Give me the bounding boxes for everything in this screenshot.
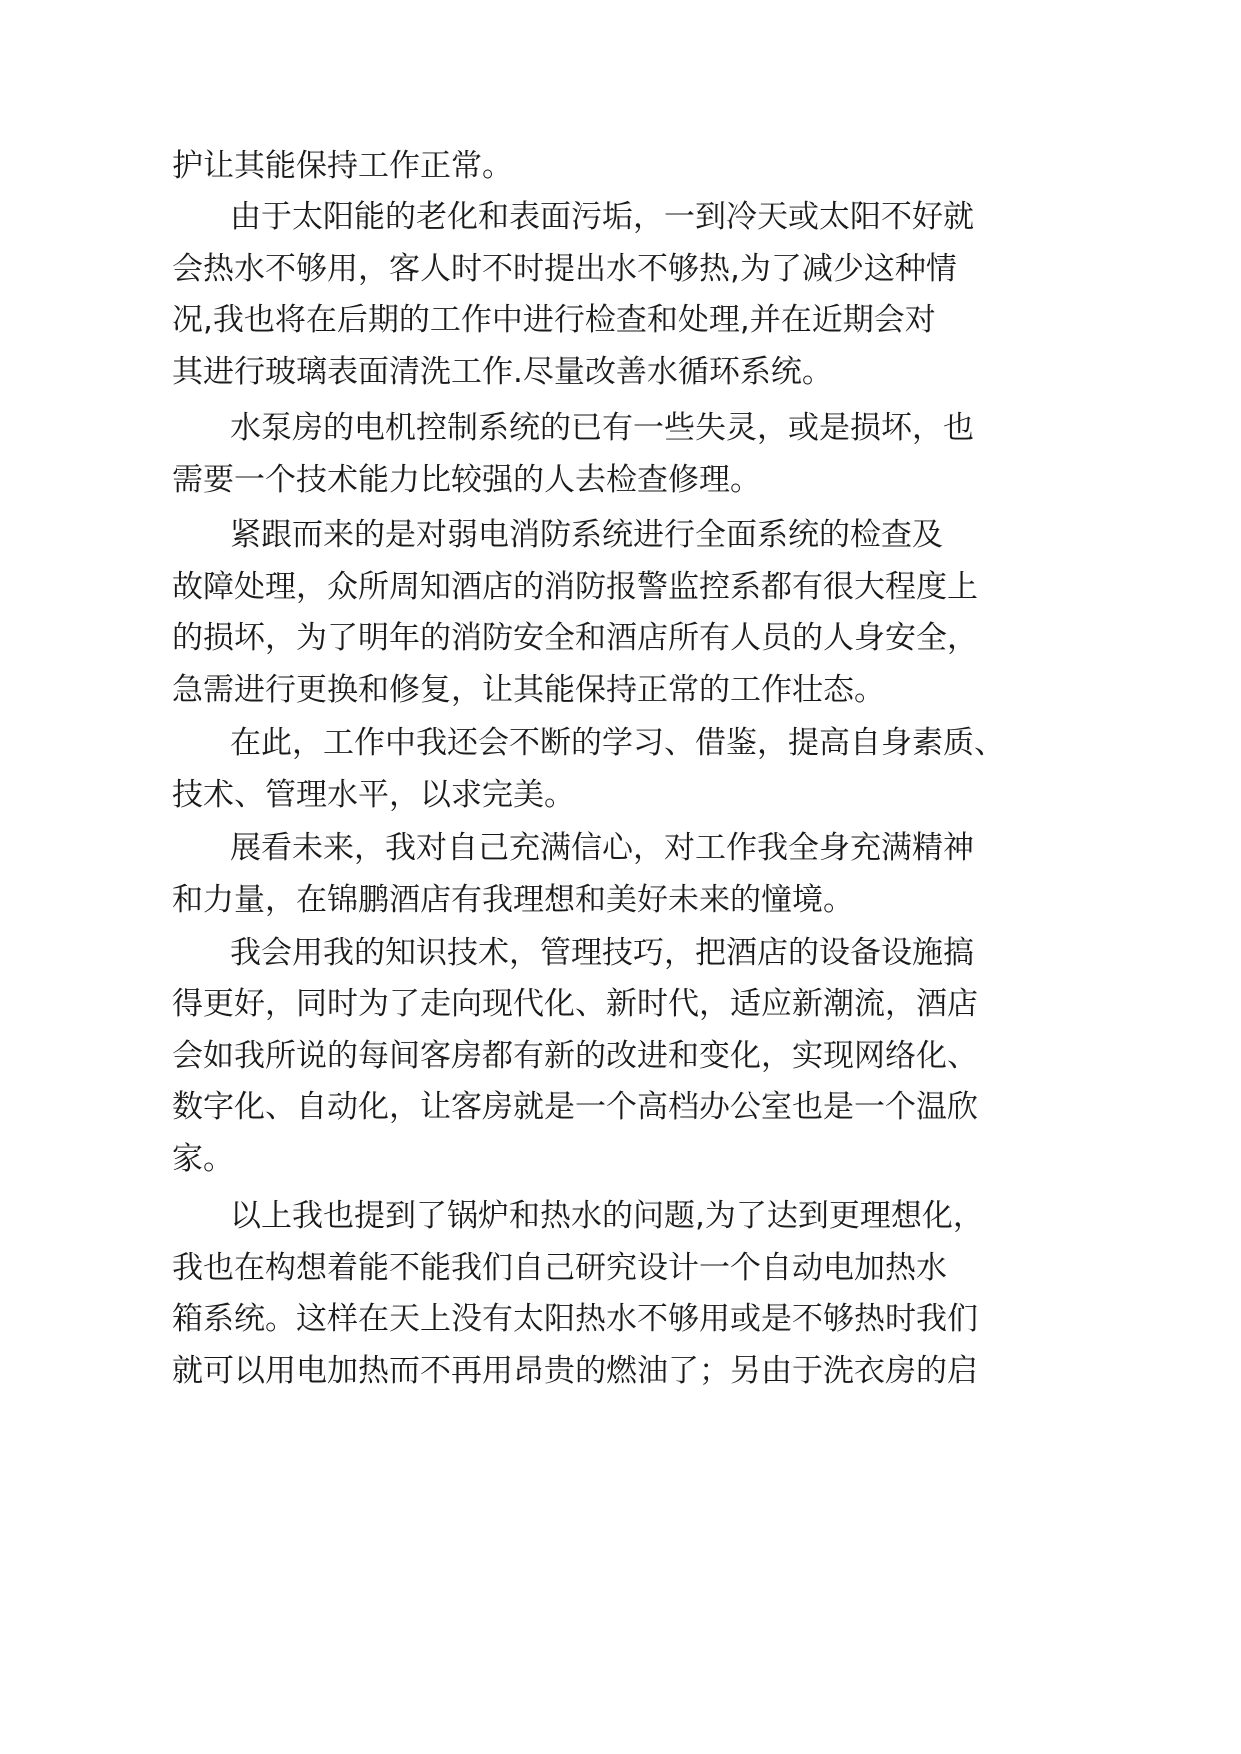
text-line: 和力量，在锦鹏酒店有我理想和美好未来的憧境。 xyxy=(172,882,854,918)
text-line: 我会用我的知识技术，管理技巧，把酒店的设备设施搞 xyxy=(230,935,974,971)
text-line: 其进行玻璃表面清洗工作.尽量改善水循环系统。 xyxy=(172,354,833,390)
text-line: 数字化、自动化，让客房就是一个高档办公室也是一个温欣 xyxy=(172,1089,978,1125)
text-line: 护让其能保持工作正常。 xyxy=(172,148,513,184)
text-line: 水泵房的电机控制系统的已有一些失灵，或是损坏，也 xyxy=(230,410,974,446)
text-line: 会热水不够用，客人时不时提出水不够热,为了减少这种情 xyxy=(172,251,957,287)
text-line: 需要一个技术能力比较强的人去检查修理。 xyxy=(172,462,761,498)
text-line: 展看未来，我对自己充满信心，对工作我全身充满精神 xyxy=(230,830,974,866)
text-line: 以上我也提到了锅炉和热水的问题,为了达到更理想化， xyxy=(230,1198,984,1234)
text-line: 在此，工作中我还会不断的学习、借鉴，提高自身素质、 xyxy=(230,725,1005,761)
text-line: 急需进行更换和修复，让其能保持正常的工作壮态。 xyxy=(172,672,885,708)
text-line: 的损坏，为了明年的消防安全和酒店所有人员的人身安全， xyxy=(172,620,978,656)
text-line: 箱系统。这样在天上没有太阳热水不够用或是不够热时我们 xyxy=(172,1301,978,1337)
text-line: 家。 xyxy=(172,1141,234,1177)
text-line: 我也在构想着能不能我们自己研究设计一个自动电加热水 xyxy=(172,1250,947,1286)
text-line: 就可以用电加热而不再用昂贵的燃油了；另由于洗衣房的启 xyxy=(172,1353,978,1389)
text-line: 紧跟而来的是对弱电消防系统进行全面系统的检查及 xyxy=(230,517,943,553)
text-line: 故障处理，众所周知酒店的消防报警监控系都有很大程度上 xyxy=(172,569,978,605)
text-line: 得更好，同时为了走向现代化、新时代，适应新潮流，酒店 xyxy=(172,986,978,1022)
text-line: 技术、管理水平，以求完美。 xyxy=(172,777,575,813)
text-line: 由于太阳能的老化和表面污垢，一到冷天或太阳不好就 xyxy=(230,199,974,235)
text-line: 况,我也将在后期的工作中进行检查和处理,并在近期会对 xyxy=(172,302,936,338)
text-line: 会如我所说的每间客房都有新的改进和变化，实现网络化、 xyxy=(172,1038,978,1074)
